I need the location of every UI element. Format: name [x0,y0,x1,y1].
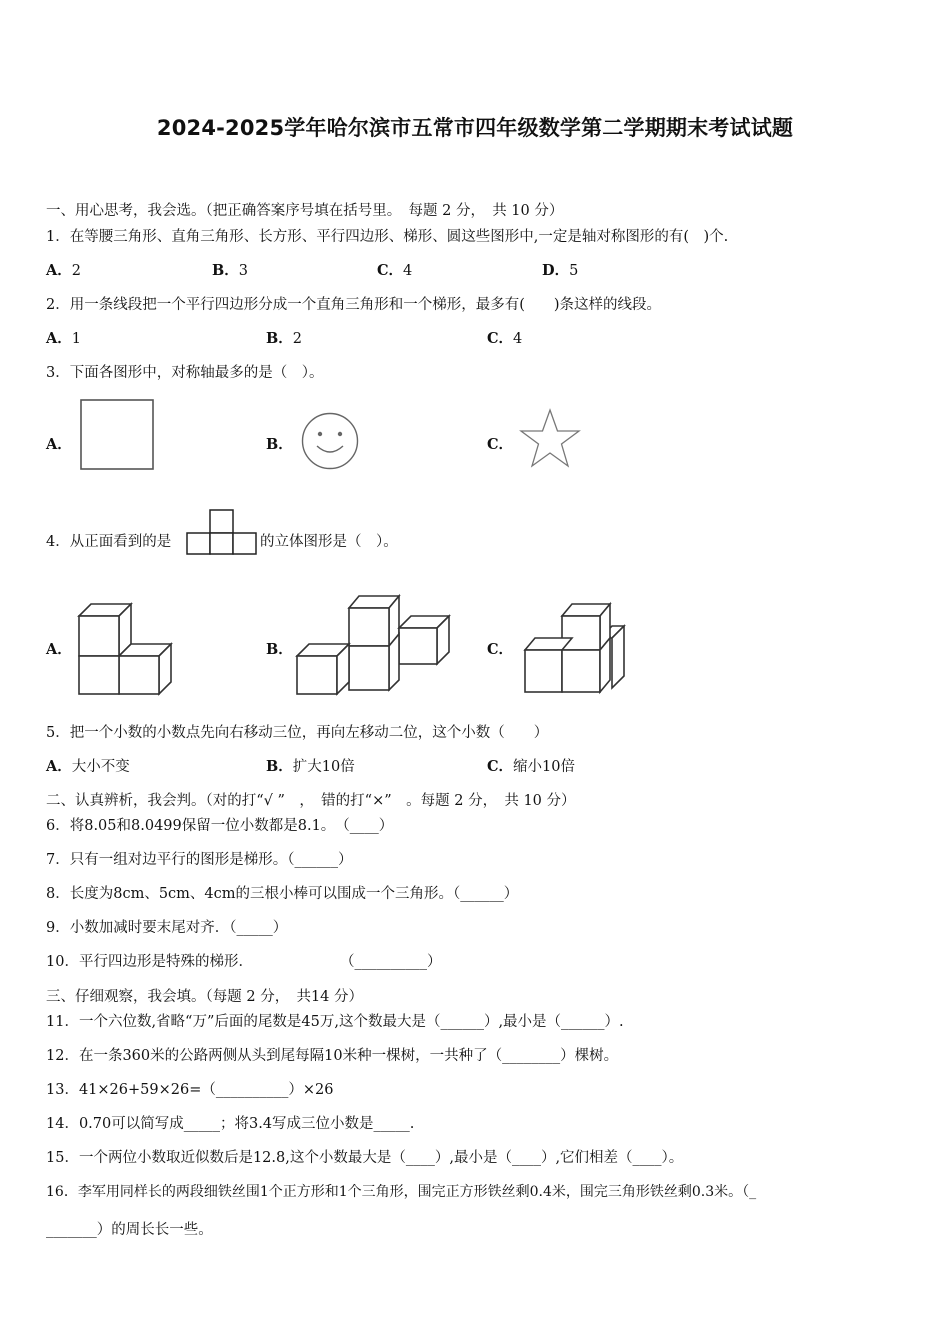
star-figure [518,406,584,472]
option-text: 4 [513,331,523,347]
option-text: 3 [238,263,248,279]
option-text: 缩小10倍 [513,759,575,775]
q4-option-b-key: B． [266,641,293,658]
section2-heading: 二、认真辨析，我会判。（对的打“√ ” ， 错的打“×” 。每题 2 分， 共 10 分） [46,793,576,809]
front-view-figure [186,507,260,555]
option-key: A． [46,262,72,279]
option-text: 2 [71,263,81,279]
option-text: 2 [292,331,302,347]
question-4-text-before: 4．从正面看到的是 [46,534,172,550]
question-12: 12．在一条360米的公路两侧从头到尾每隔10米种一棵树，一共种了（________）棵树。 [46,1048,619,1064]
question-7: 7．只有一组对边平行的图形是梯形。（______） [46,852,353,868]
option-text: 大小不变 [71,759,130,775]
question-15: 15．一个两位小数取近似数后是12.8,这个小数最大是（____）,最小是（____）,它们相差（____）。 [46,1150,684,1166]
question-9: 9．小数加减时要末尾对齐．（_____） [46,920,288,936]
option-key: C． [377,262,404,279]
option-text: 4 [403,263,413,279]
q1-option-b [212,261,248,281]
option-key: C． [487,330,514,347]
question-16: 16．李军用同样长的两段细铁丝围1个正方形和1个三角形，围完正方形铁丝剩0.4米，围完三角形铁丝剩0.3米。（_ [46,1184,757,1200]
option-key: A． [46,330,72,347]
q1-option-a [46,261,81,281]
square-figure [78,397,158,473]
q3-option-b-key: B． [266,436,293,453]
q3-option-c-key: C． [487,436,514,453]
option-key: D． [542,262,570,279]
option-text: 扩大10倍 [292,759,355,775]
question-4-text-after: 的立体图形是（ ）。 [260,534,398,550]
question-16-continued: _______）的周长长一些。 [46,1222,213,1238]
question-10: 10．平行四边形是特殊的梯形． （__________） [46,954,442,970]
option-text: 1 [71,331,81,347]
q4-option-c-key: C． [487,641,514,658]
cube-stack-b-figure [292,590,454,698]
q2-option-a [46,329,81,349]
question-5: 5．把一个小数的小数点先向右移动三位，再向左移动二位，这个小数（ ） [46,725,549,741]
q5-option-c [487,757,575,777]
q5-option-a [46,757,130,777]
option-key: A． [46,758,72,775]
q2-option-b [266,329,302,349]
option-key: B． [266,330,293,347]
smiley-circle-figure [300,411,362,473]
section3-heading: 三、仔细观察，我会填。（每题 2 分， 共14 分） [46,989,364,1005]
option-text: 5 [569,263,579,279]
q5-option-b [266,757,355,777]
option-key: C． [487,758,514,775]
page-title: 2024-2025学年哈尔滨市五常市四年级数学第二学期期末考试试题 [156,116,794,140]
question-11: 11．一个六位数,省略“万”后面的尾数是45万,这个数最大是（______）,最小是（______）. [46,1014,624,1030]
question-1: 1．在等腰三角形、直角三角形、长方形、平行四边形、梯形、圆这些图形中,一定是轴对称图形的有( )个. [46,229,729,245]
question-2: 2．用一条线段把一个平行四边形分成一个直角三角形和一个梯形，最多有( )条这样的线段。 [46,297,662,313]
cube-stack-a-figure [74,598,176,698]
question-3: 3．下面各图形中，对称轴最多的是（ ）。 [46,365,324,381]
question-8: 8．长度为8cm、5cm、4cm的三根小棒可以围成一个三角形。（______） [46,886,519,902]
cube-stack-c-figure [520,598,630,698]
q2-option-c [487,329,522,349]
question-14: 14．0.70可以简写成_____；将3.4写成三位小数是_____. [46,1116,415,1132]
q1-option-c [377,261,412,281]
question-6: 6．将8.05和8.0499保留一位小数都是8.1。 （____） [46,818,394,834]
option-key: B． [266,758,293,775]
q4-option-a-key: A． [46,641,72,658]
section1-heading: 一、用心思考，我会选。（把正确答案序号填在括号里。 每题 2 分， 共 10 分） [46,203,564,219]
option-key: B． [212,262,239,279]
q1-option-d [542,261,578,281]
q3-option-a-key: A． [46,436,72,453]
question-13: 13．41×26+59×26=（__________）×26 [46,1082,334,1098]
